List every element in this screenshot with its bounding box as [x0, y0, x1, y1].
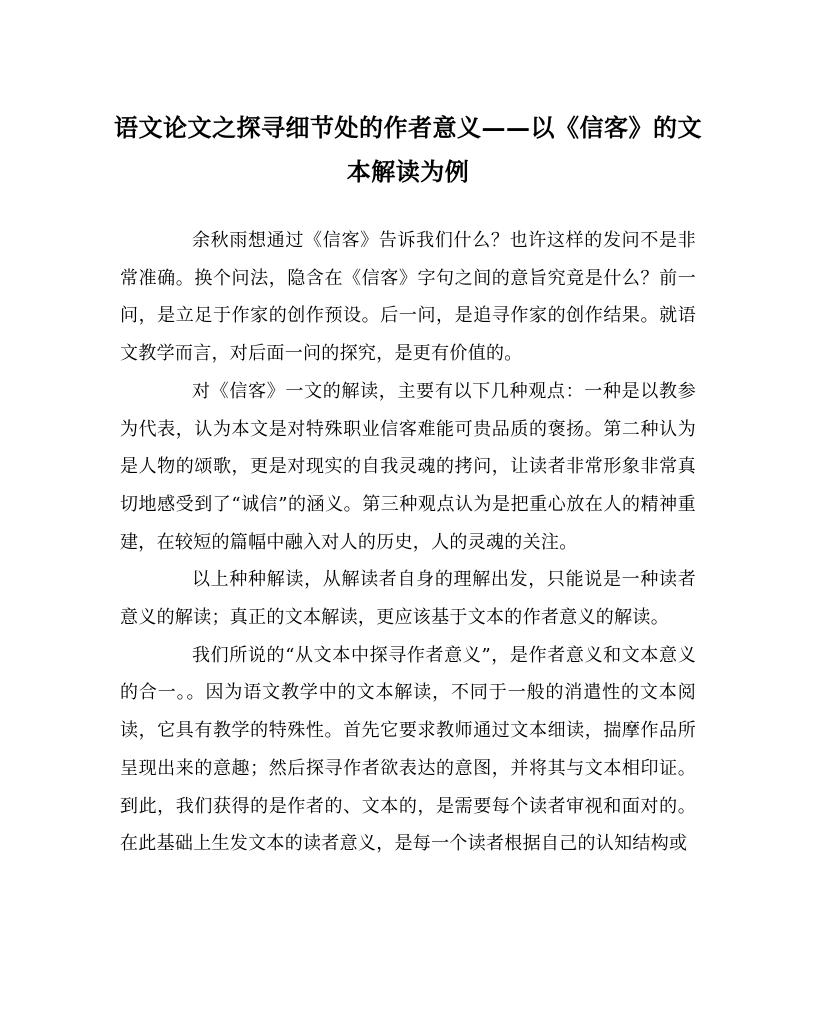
paragraph-3: 以上种种解读，从解读者自身的理解出发，只能说是一种读者意义的解读；真正的文本解读，更应该基于文本的作者意义的解读。	[120, 569, 696, 629]
paragraph-2: 对《信客》一文的解读，主要有以下几种观点：一种是以教参为代表，认为本文是对特殊职业信客难能可贵品质的褒扬。第二种认为是人物的颂歌，更是对现实的自我灵魂的拷问，让读者非常形象非常真切地感受到了“诚信”的涵义。第三种观点认为是把重心放在人的精神重建，在较短的篇幅中融入对人的历史，人的灵魂的关注。	[120, 380, 696, 553]
document-body	[120, 222, 696, 863]
paragraph-1: 余秋雨想通过《信客》告诉我们什么？也许这样的发问不是非常准确。换个问法，隐含在《信客》字句之间的意旨究竟是什么？前一问，是立足于作家的创作预设。后一问，是追寻作家的创作结果。就语文教学而言，对后面一问的探究，是更有价值的。	[120, 230, 696, 365]
paragraph-4: 我们所说的“从文本中探寻作者意义”，是作者意义和文本意义的合一。。因为语文教学中的文本解读，不同于一般的消遣性的文本阅读，它具有教学的特殊性。首先它要求教师通过文本细读，揣摩作品所呈现出来的意趣；然后探寻作者欲表达的意图，并将其与文本相印证。到此，我们获得的是作者的、文本的，是需要每个读者审视和面对的。在此基础上生发文本的读者意义，是每一个读者根据自己的认知结构或	[120, 644, 696, 855]
document-title: 语文论文之探寻细节处的作者意义——以《信客》的文本解读为例	[114, 113, 702, 186]
